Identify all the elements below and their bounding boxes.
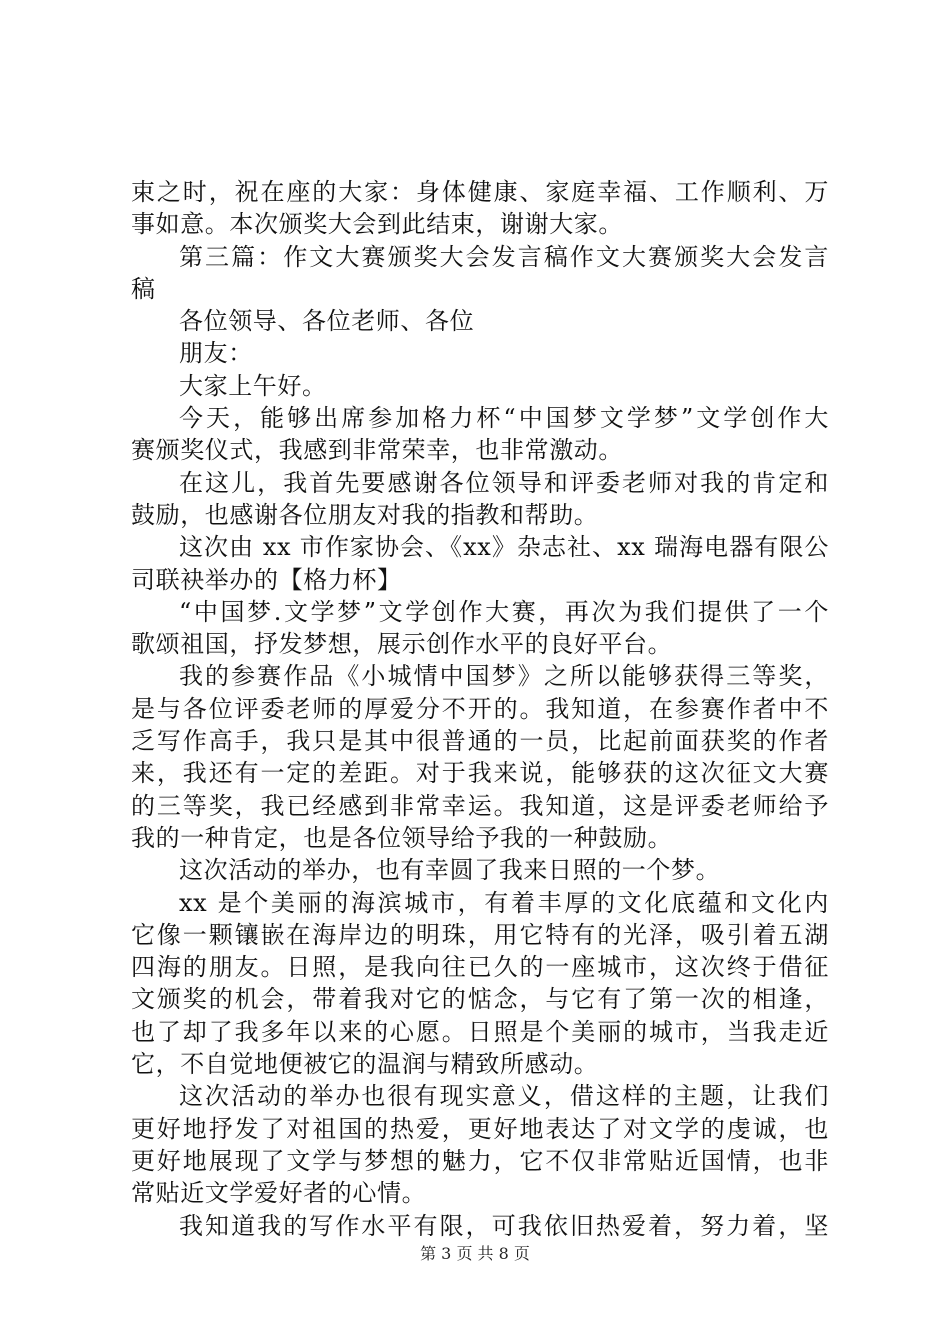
text-line: 更好地抒发了对祖国的热爱，更好地表达了对文学的虔诚，也 <box>131 1114 829 1143</box>
text-line: 四海的朋友。日照，是我向往已久的一座城市，这次终于借征 <box>131 953 829 982</box>
text-line: 歌颂祖国，抒发梦想，展示创作水平的良好平台。 <box>131 630 673 659</box>
text-line: 这次由 xx 市作家协会、《xx》杂志社、xx 瑞海电器有限公 <box>179 533 829 562</box>
text-line: 这次活动的举办也很有现实意义，借这样的主题，让我们 <box>179 1082 829 1111</box>
text-line: 也了却了我多年以来的心愿。日照是个美丽的城市，当我走近 <box>131 1017 829 1046</box>
document-body <box>131 176 829 1242</box>
text-line: 是与各位评委老师的厚爱分不开的。我知道，在参赛作者中不 <box>131 694 829 723</box>
text-line: 来，我还有一定的差距。对于我来说，能够获的这次征文大赛 <box>131 759 829 788</box>
text-line: 稿 <box>131 274 156 303</box>
text-line: “中国梦.文学梦”文学创作大赛，再次为我们提供了一个 <box>179 597 829 626</box>
text-line: 在这儿，我首先要感谢各位领导和评委老师对我的肯定和 <box>179 468 829 497</box>
text-line: 朋友： <box>179 339 253 368</box>
text-line: 乏写作高手，我只是其中很普通的一员，比起前面获奖的作者 <box>131 727 829 756</box>
text-line: 常贴近文学爱好者的心情。 <box>131 1179 427 1208</box>
text-line: 大家上午好。 <box>179 371 327 400</box>
text-line: 赛颁奖仪式，我感到非常荣幸，也非常激动。 <box>131 436 623 465</box>
text-line: 第三篇：作文大赛颁奖大会发言稿作文大赛颁奖大会发言 <box>179 242 829 271</box>
text-line: 我的一种肯定，也是各位领导给予我的一种鼓励。 <box>131 823 673 852</box>
text-line: 束之时，祝在座的大家：身体健康、家庭幸福、工作顺利、万 <box>131 178 829 206</box>
text-line: 我的参赛作品《小城情中国梦》之所以能够获得三等奖， <box>179 662 829 691</box>
page-footer: 第 3 页 共 8 页 <box>420 1244 530 1263</box>
text-line: 这次活动的举办，也有幸圆了我来日照的一个梦。 <box>179 856 721 885</box>
text-line: 的三等奖，我已经感到非常幸运。我知道，这是评委老师给予 <box>131 791 829 820</box>
text-line: xx 是个美丽的海滨城市，有着丰厚的文化底蕴和文化内 <box>179 888 829 917</box>
text-line: 它，不自觉地便被它的温润与精致所感动。 <box>131 1050 599 1079</box>
text-line: 各位领导、各位老师、各位 <box>179 307 475 336</box>
text-line: 今天，能够出席参加格力杯“中国梦文学梦”文学创作大 <box>179 404 829 433</box>
text-line: 我知道我的写作水平有限，可我依旧热爱着，努力着，坚 <box>179 1211 829 1240</box>
text-line: 司联袂举办的【格力杯】 <box>131 565 402 594</box>
text-line: 文颁奖的机会，带着我对它的惦念，与它有了第一次的相逢， <box>131 985 829 1014</box>
text-line: 更好地展现了文学与梦想的魅力，它不仅非常贴近国情，也非 <box>131 1146 829 1175</box>
text-line: 事如意。本次颁奖大会到此结束，谢谢大家。 <box>131 210 623 239</box>
text-line: 鼓励，也感谢各位朋友对我的指教和帮助。 <box>131 500 599 529</box>
text-line: 它像一颗镶嵌在海岸边的明珠，用它特有的光泽，吸引着五湖 <box>131 920 829 949</box>
